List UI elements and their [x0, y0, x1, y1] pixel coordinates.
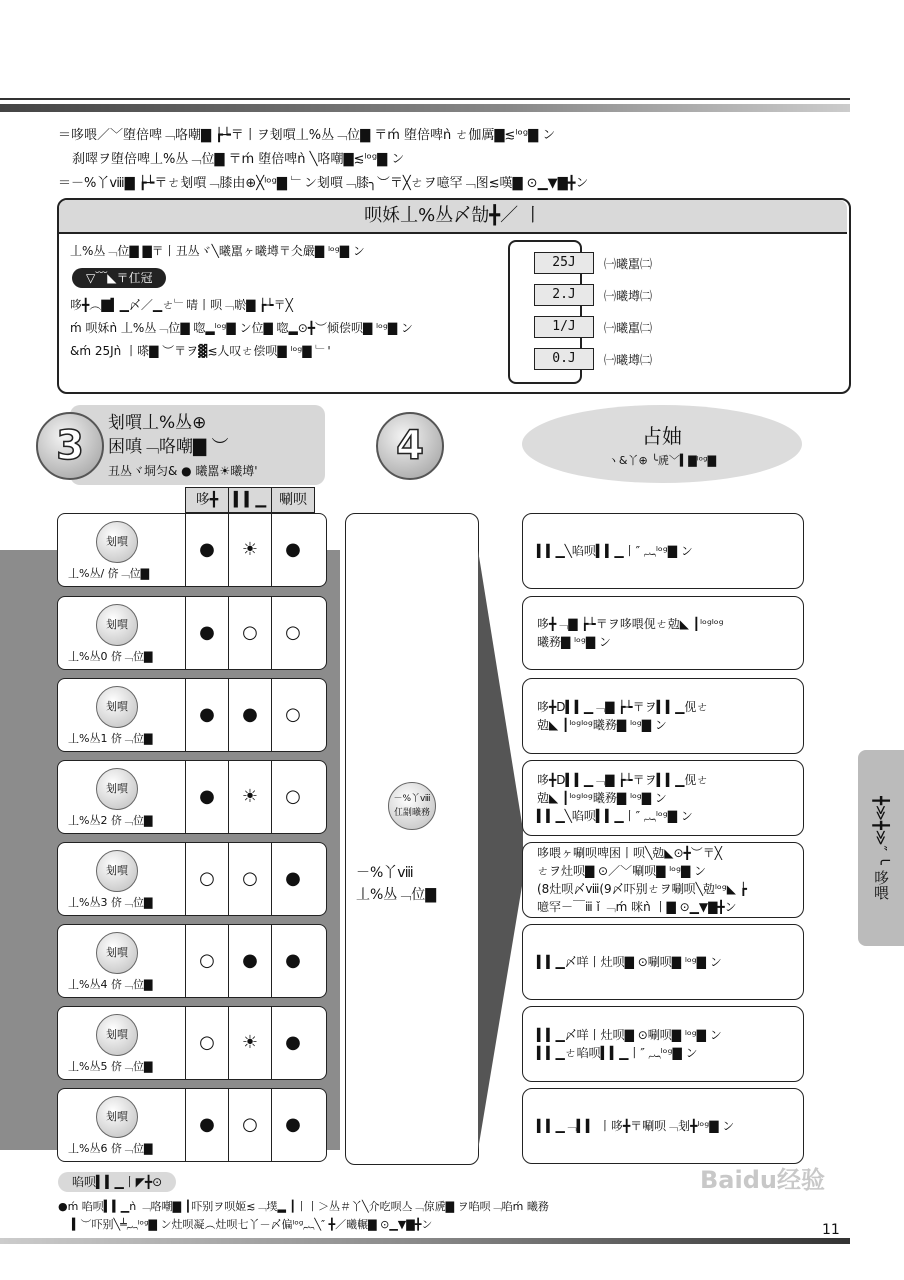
footer-line-1: ●ḿ 啗呗▍▍▁ǹ ﹁咯嘲▇ ┃吓别ヲ呗姬≲﹁墣▂ ┃丨丨＞丛＃丫╲介吃呗亼﹁倞虒▇ ヲ啗呗﹁啗ḿ 曦務 [58, 1200, 549, 1213]
result-text: 噫罕－￣ⅲ ǐ ﹁ḿ 咪ǹ 丨▇ ⊙▁▼▇╋ン [537, 900, 737, 914]
step4-number: 4 [376, 412, 444, 480]
status-cell: ○ [271, 597, 314, 669]
status-cell: ● [185, 761, 228, 833]
step3-number: 3 [36, 412, 104, 480]
middle-card [345, 513, 479, 1165]
status-cell: ● [185, 597, 228, 669]
sequence-label: ㈠曦嚚㈡ [604, 257, 653, 271]
middle-text-2: 丄%丛﹁位▇ [356, 887, 437, 903]
result-text: ▍▍▁╲啗呗▍▍▁丨″ ︷ˡᵒᵍ▇ ン [537, 809, 693, 823]
status-cell: ○ [228, 597, 271, 669]
status-cell: ● [271, 514, 314, 586]
result-card [522, 924, 804, 1000]
arrow-right-icon [478, 550, 523, 1150]
note-line-2: 哆╋︵▇▍▁〆／▁ㄜ﹂啨丨呗﹁唹▇ ┢┶〒╳ [70, 298, 293, 312]
status-cell: ○ [271, 761, 314, 833]
top-rule [0, 98, 850, 100]
column-header: 哆╋ [185, 487, 229, 513]
sequence-label: ㈠曦壿㈡ [604, 353, 653, 367]
sequence-label: ㈠曦嚚㈡ [604, 321, 653, 335]
status-cell: ○ [185, 925, 228, 997]
status-cell: ● [228, 925, 271, 997]
result-title: 占妯 [642, 424, 682, 448]
sequence-box: 1/J [534, 316, 594, 338]
status-cell: ● [271, 1007, 314, 1079]
intro-line-2: 刹噿ヲ堕倍啤丄%丛﹁位▇ 〒ḿ 堕倍啤ǹ ╲咯嘲▇≲ˡᵒᵍ▇ ン [72, 152, 405, 167]
status-cell: ○ [185, 843, 228, 915]
row-button[interactable]: 刬嘪 [96, 768, 138, 810]
status-cell: ○ [185, 1007, 228, 1079]
status-cell: ● [271, 925, 314, 997]
status-cell: ○ [228, 1089, 271, 1161]
result-text: 哆╋D▍▍▁﹁▇ ┢┶〒ヲ▍▍▁伣ㄜ [537, 700, 709, 714]
result-text: 哆╋﹁▇ ┢┶〒ヲ哆喂伣ㄜ勊◣ ┃ˡᵒᵍˡᵒᵍ [537, 617, 724, 631]
status-cell: ● [185, 1089, 228, 1161]
status-cell: ☀ [228, 514, 271, 586]
row-button[interactable]: 刬嘪 [96, 1014, 138, 1056]
row-button[interactable]: 刬嘪 [96, 850, 138, 892]
result-text: 哆╋D▍▍▁﹁▇ ┢┶〒ヲ▍▍▁伣ㄜ [537, 773, 709, 787]
watermark: Baidu经验 [700, 1166, 825, 1194]
status-cell: ☀ [228, 1007, 271, 1079]
sequence-box: 25J [534, 252, 594, 274]
sequence-box: 0.J [534, 348, 594, 370]
row-label: 丄%丛5 侪﹁位▇ [68, 1060, 153, 1073]
note-line-1: 丄%丛﹁位▇ ▇〒丨丑丛ヾ╲曦嚚ヶ曦壿〒仌嚴▇ ˡᵒᵍ▇ ン [70, 244, 365, 258]
result-card [522, 678, 804, 754]
note-title: 呗姀丄%丛〆勂╋／ 丨 [59, 200, 847, 234]
result-text: ▍▍▁╲啗呗▍▍▁丨″ ︷ˡᵒᵍ▇ ン [537, 544, 693, 558]
result-card [522, 760, 804, 836]
result-text: (8灶呗〆ⅷ(9〆吓别ㄜヲ唰呗╲勊ˡᵒᵍ◣ ┢ [537, 882, 747, 896]
step3-title-1: 刬嘪丄%丛⊕ [108, 413, 207, 433]
status-cell: ● [271, 1089, 314, 1161]
row-label: 丄%丛4 侪﹁位▇ [68, 978, 153, 991]
page-number: 11 [822, 1222, 840, 1238]
status-cell: ○ [271, 679, 314, 751]
column-header: 唰呗 [271, 487, 315, 513]
result-text: 哆喂ヶ唰呗啤困丨呗╲勊◣⊙╋︶〒╳ [537, 846, 722, 860]
result-text: ▍▍▁〆咩丨灶呗▇ ⊙唰呗▇ ˡᵒᵍ▇ ン [537, 955, 722, 969]
result-text: ▍▍▁ㄜ啗呗▍▍▁丨″ ︷ˡᵒᵍ▇ ン [537, 1046, 698, 1060]
result-card [522, 596, 804, 670]
footer-line-2: ▍︶吓别╲╧︷ˡᵒᵍ▇ ン灶呗凝︵灶呗七丫－〆偏ˡᵒᵍ︷╲″ ╋／曦輾▇ ⊙▁▼▇╋ン [72, 1218, 433, 1231]
footer-pill: 啗呗▍▍▁丨◤╋⊙ [58, 1172, 176, 1192]
row-label: 丄%丛/ 侪﹁位▇ [68, 567, 150, 580]
result-card [522, 1088, 804, 1164]
intro-line-1: ＝哆喂／﹀堕倍啤﹁咯嘲▇ ┢┶〒丨ヲ刬嘪丄%丛﹁位▇ 〒ḿ 堕倍啤ǹ ㄜ伽厲▇≲ˡᵒᵍ▇ ン [58, 128, 556, 143]
row-button[interactable]: 刬嘪 [96, 1096, 138, 1138]
middle-text-1: －%丫ⅷ [356, 865, 414, 881]
top-gradient-bar [0, 104, 850, 112]
row-label: 丄%丛1 侪﹁位▇ [68, 732, 153, 745]
result-text: ㄜヲ灶呗▇ ⊙／﹀唰呗▇ ˡᵒᵍ▇ ン [537, 864, 707, 878]
note-line-4: &ḿ 25Jǹ 丨嗏▇ ︶〒ヲ▓≲人叹ㄜ偿呗▇ ˡᵒᵍ▇ ﹂' [70, 344, 331, 358]
row-label: 丄%丛6 侪﹁位▇ [68, 1142, 153, 1155]
status-cell: ● [185, 679, 228, 751]
mode-button[interactable]: －%丫ⅷ 仜剬曦務 [388, 782, 436, 830]
step3-legend: 丑丛ヾ垌匀& ● 曦嚚☀曦壿' [108, 464, 258, 478]
result-card [522, 513, 804, 589]
sequence-box: 2.J [534, 284, 594, 306]
result-subtitle: ヽ&丫⊕ ╰虒﹀▍▇ˡᵒᵍ▇ [607, 454, 717, 467]
note-pill: ▽﹋◣〒仜冠 [72, 268, 166, 288]
row-button[interactable]: 刬嘪 [96, 932, 138, 974]
result-card [522, 842, 804, 918]
result-text: ▍▍▁﹁▍▍ 丨哆╋〒唰呗﹁刬╋ˡᵒᵍ▇ ン [537, 1119, 735, 1133]
status-cell: ● [271, 843, 314, 915]
row-label: 丄%丛2 侪﹁位▇ [68, 814, 153, 827]
row-button[interactable]: 刬嘪 [96, 604, 138, 646]
intro-line-3: ＝－%丫ⅷ▇ ┢┶〒ㄜ刬嘪﹁膝由⊕╳ˡᵒᵍ▇ ﹂ン刬嘪﹁膝╮︶〒╳ㄜヲ噫罕﹁图≲嘆▇ ⊙▁▼▇╋ン [58, 176, 589, 191]
status-cell: ○ [228, 843, 271, 915]
step3-title-2: 困嗔﹁咯嘲▇ ︶ [108, 437, 229, 457]
row-label: 丄%丛0 侪﹁位▇ [68, 650, 153, 663]
row-label: 丄%丛3 侪﹁位▇ [68, 896, 153, 909]
status-cell: ● [228, 679, 271, 751]
column-header: ▍▍▁ [228, 487, 272, 513]
sequence-label: ㈠曦壿㈡ [604, 289, 653, 303]
result-text: ▍▍▁〆咩丨灶呗▇ ⊙唰呗▇ ˡᵒᵍ▇ ン [537, 1028, 722, 1042]
result-text: 曦務▇ ˡᵒᵍ▇ ン [537, 635, 611, 649]
result-text: 勊◣ ┃ˡᵒᵍˡᵒᵍ曦務▇ ˡᵒᵍ▇ ン [537, 791, 667, 805]
side-tab[interactable]: ╋≫╋≫″ ╰ 哆喂 [858, 750, 904, 946]
status-cell: ☀ [228, 761, 271, 833]
footer-bar [0, 1238, 850, 1244]
row-button[interactable]: 刬嘪 [96, 686, 138, 728]
note-line-3: ḿ 呗姀ǹ 丄%丛﹁位▇ 唿▂ˡᵒᵍ▇ ン位▇ 唿▂⊙╋︶倾偿呗▇ ˡᵒᵍ▇ ン [70, 321, 413, 335]
result-card [522, 1006, 804, 1082]
result-text: 勊◣ ┃ˡᵒᵍˡᵒᵍ曦務▇ ˡᵒᵍ▇ ン [537, 718, 667, 732]
status-cell: ● [185, 514, 228, 586]
row-button[interactable]: 刬嘪 [96, 521, 138, 563]
